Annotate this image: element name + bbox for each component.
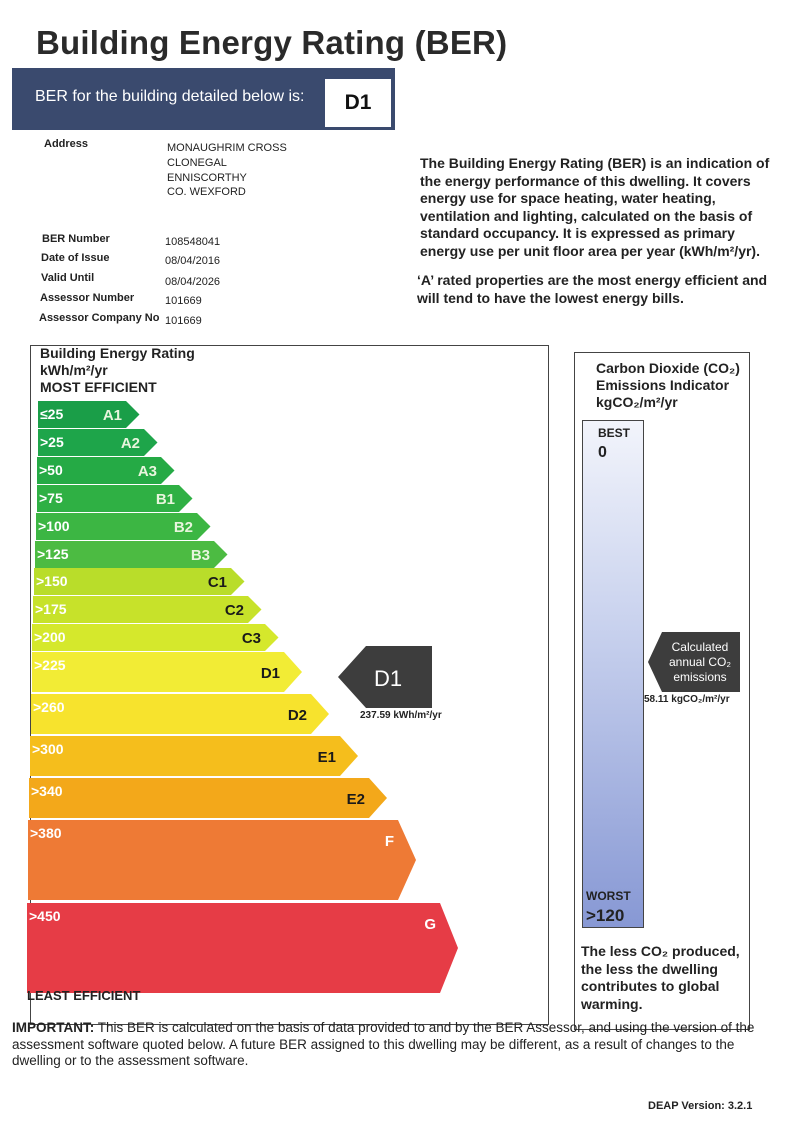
assessor-company-value: 101669 bbox=[165, 315, 202, 327]
address-line: MONAUGHRIM CROSS bbox=[167, 142, 287, 154]
valid-until-label: Valid Until bbox=[41, 272, 95, 284]
energy-band-range: >380 bbox=[30, 825, 62, 841]
energy-band-c1 bbox=[34, 568, 245, 595]
energy-band-d1 bbox=[32, 652, 302, 692]
energy-band-grade: G bbox=[424, 916, 436, 933]
energy-band-g bbox=[27, 903, 458, 993]
co2-indicator-line: annual CO₂ bbox=[668, 655, 732, 669]
energy-band-shape bbox=[30, 736, 358, 776]
co2-indicator-line: emissions bbox=[673, 670, 727, 684]
energy-band-range: >75 bbox=[39, 490, 63, 506]
important-label: IMPORTANT: bbox=[12, 1020, 95, 1035]
energy-band-d2 bbox=[31, 694, 329, 734]
current-rating-value: 237.59 kWh/m²/yr bbox=[360, 710, 442, 721]
energy-band-shape bbox=[28, 820, 416, 900]
assessor-company-label: Assessor Company No bbox=[39, 312, 160, 324]
co2-title-line: Emissions Indicator bbox=[596, 377, 730, 393]
rating-box: D1 bbox=[323, 77, 393, 129]
energy-band-grade: B1 bbox=[155, 491, 175, 508]
energy-band-grade: A1 bbox=[102, 407, 122, 424]
address-line: CO. WEXFORD bbox=[167, 186, 246, 198]
energy-band-range: >200 bbox=[34, 629, 66, 645]
scale-title-line: Building Energy Rating bbox=[40, 345, 195, 361]
co2-indicator-line: Calculated bbox=[671, 640, 729, 654]
co2-note: The less CO₂ produced, the less the dwelling contributes to global warming. bbox=[581, 943, 740, 1012]
energy-band-grade: A2 bbox=[120, 435, 140, 452]
current-rating-arrow bbox=[338, 646, 432, 708]
energy-band-range: >150 bbox=[36, 573, 68, 589]
energy-band-e2 bbox=[29, 778, 387, 818]
ber-description: The Building Energy Rating (BER) is an indication of the energy performance of this dwelling. It covers energy use for space heating, water heating, ventilation and lighting, calculated on the basis of standard occupancy. It is expressed as primary energy use per unit floor area per year (kWh/m²/yr). bbox=[420, 155, 770, 259]
energy-band-range: >300 bbox=[32, 741, 64, 757]
date-of-issue-value: 08/04/2016 bbox=[165, 255, 221, 267]
assessor-number-label: Assessor Number bbox=[40, 292, 135, 304]
energy-band-range: >175 bbox=[35, 601, 67, 617]
co2-best-label: BEST bbox=[598, 426, 631, 440]
energy-band-f bbox=[28, 820, 416, 900]
ber-number-label: BER Number bbox=[42, 233, 110, 245]
energy-band-grade: B2 bbox=[173, 519, 193, 536]
scale-title-line: kWh/m²/yr bbox=[40, 362, 108, 378]
valid-until-value: 08/04/2026 bbox=[165, 276, 221, 288]
address-label: Address bbox=[44, 138, 89, 150]
co2-title-line: Carbon Dioxide (CO₂) bbox=[596, 360, 740, 376]
date-of-issue-label: Date of Issue bbox=[41, 252, 110, 264]
energy-band-range: >125 bbox=[37, 546, 69, 562]
energy-band-shape bbox=[29, 778, 387, 818]
energy-band-range: >450 bbox=[29, 908, 61, 924]
energy-band-range: >25 bbox=[40, 434, 64, 450]
energy-band-b1 bbox=[37, 485, 193, 512]
energy-band-grade: A3 bbox=[137, 463, 157, 480]
co2-indicator-value: 58.11 kgCO₂/m²/yr bbox=[644, 694, 730, 705]
energy-band-shape bbox=[31, 694, 329, 734]
co2-title-line: kgCO₂/m²/yr bbox=[596, 394, 678, 410]
energy-band-grade: F bbox=[384, 833, 394, 850]
energy-band-a3 bbox=[37, 457, 175, 484]
energy-band-range: >100 bbox=[38, 518, 70, 534]
ber-number-value: 108548041 bbox=[165, 236, 221, 248]
energy-band-range: >260 bbox=[33, 699, 65, 715]
energy-band-b2 bbox=[36, 513, 211, 540]
deap-version: DEAP Version: 3.2.1 bbox=[648, 1100, 753, 1112]
energy-band-range: ≤25 bbox=[40, 406, 64, 422]
important-notice bbox=[12, 1020, 772, 1070]
energy-band-range: >340 bbox=[31, 783, 63, 799]
current-rating-arrow-label: D1 bbox=[373, 666, 403, 691]
co2-worst-value: >120 bbox=[586, 906, 625, 925]
scale-title-line: MOST EFFICIENT bbox=[40, 379, 157, 395]
assessor-number-value: 101669 bbox=[165, 295, 202, 307]
energy-band-grade: E2 bbox=[346, 791, 365, 808]
co2-title bbox=[596, 360, 740, 411]
co2-worst-label: WORST bbox=[586, 889, 631, 903]
energy-band-grade: C1 bbox=[207, 574, 227, 591]
important-text: This BER is calculated on the basis of data provided to and by the BER Assessor, and using the version of the assessment software quoted below. A future BER assigned to this dwelling may be different, as a result of changes to the dwelling or to the assessment software. bbox=[12, 1020, 755, 1068]
address-line: ENNISCORTHY bbox=[167, 172, 247, 184]
energy-band-grade: E1 bbox=[317, 749, 336, 766]
co2-best-value: 0 bbox=[598, 444, 607, 461]
a-rating-note: ‘A’ rated properties are the most energy efficient and will tend to have the lowest energy bills. bbox=[417, 272, 768, 306]
least-efficient-label: LEAST EFFICIENT bbox=[27, 988, 141, 1003]
energy-band-range: >225 bbox=[34, 657, 66, 673]
energy-band-grade: D2 bbox=[287, 707, 307, 724]
energy-band-grade: B3 bbox=[190, 547, 210, 564]
page-title: Building Energy Rating (BER) bbox=[36, 24, 508, 61]
energy-band-b3 bbox=[35, 541, 228, 568]
energy-band-c3 bbox=[32, 624, 279, 651]
address-line: CLONEGAL bbox=[167, 157, 227, 169]
energy-band-grade: D1 bbox=[260, 665, 280, 682]
energy-band-a2 bbox=[38, 429, 158, 456]
energy-band-grade: C3 bbox=[241, 630, 261, 647]
energy-band-e1 bbox=[30, 736, 358, 776]
energy-band-a1 bbox=[38, 401, 140, 428]
energy-band-shape bbox=[27, 903, 458, 993]
energy-band-c2 bbox=[33, 596, 262, 623]
energy-band-range: >50 bbox=[39, 462, 63, 478]
energy-band-grade: C2 bbox=[224, 602, 244, 619]
co2-indicator-arrow bbox=[648, 632, 740, 692]
banner-text: BER for the building detailed below is: bbox=[35, 88, 305, 105]
co2-gradient-bar bbox=[582, 420, 644, 928]
